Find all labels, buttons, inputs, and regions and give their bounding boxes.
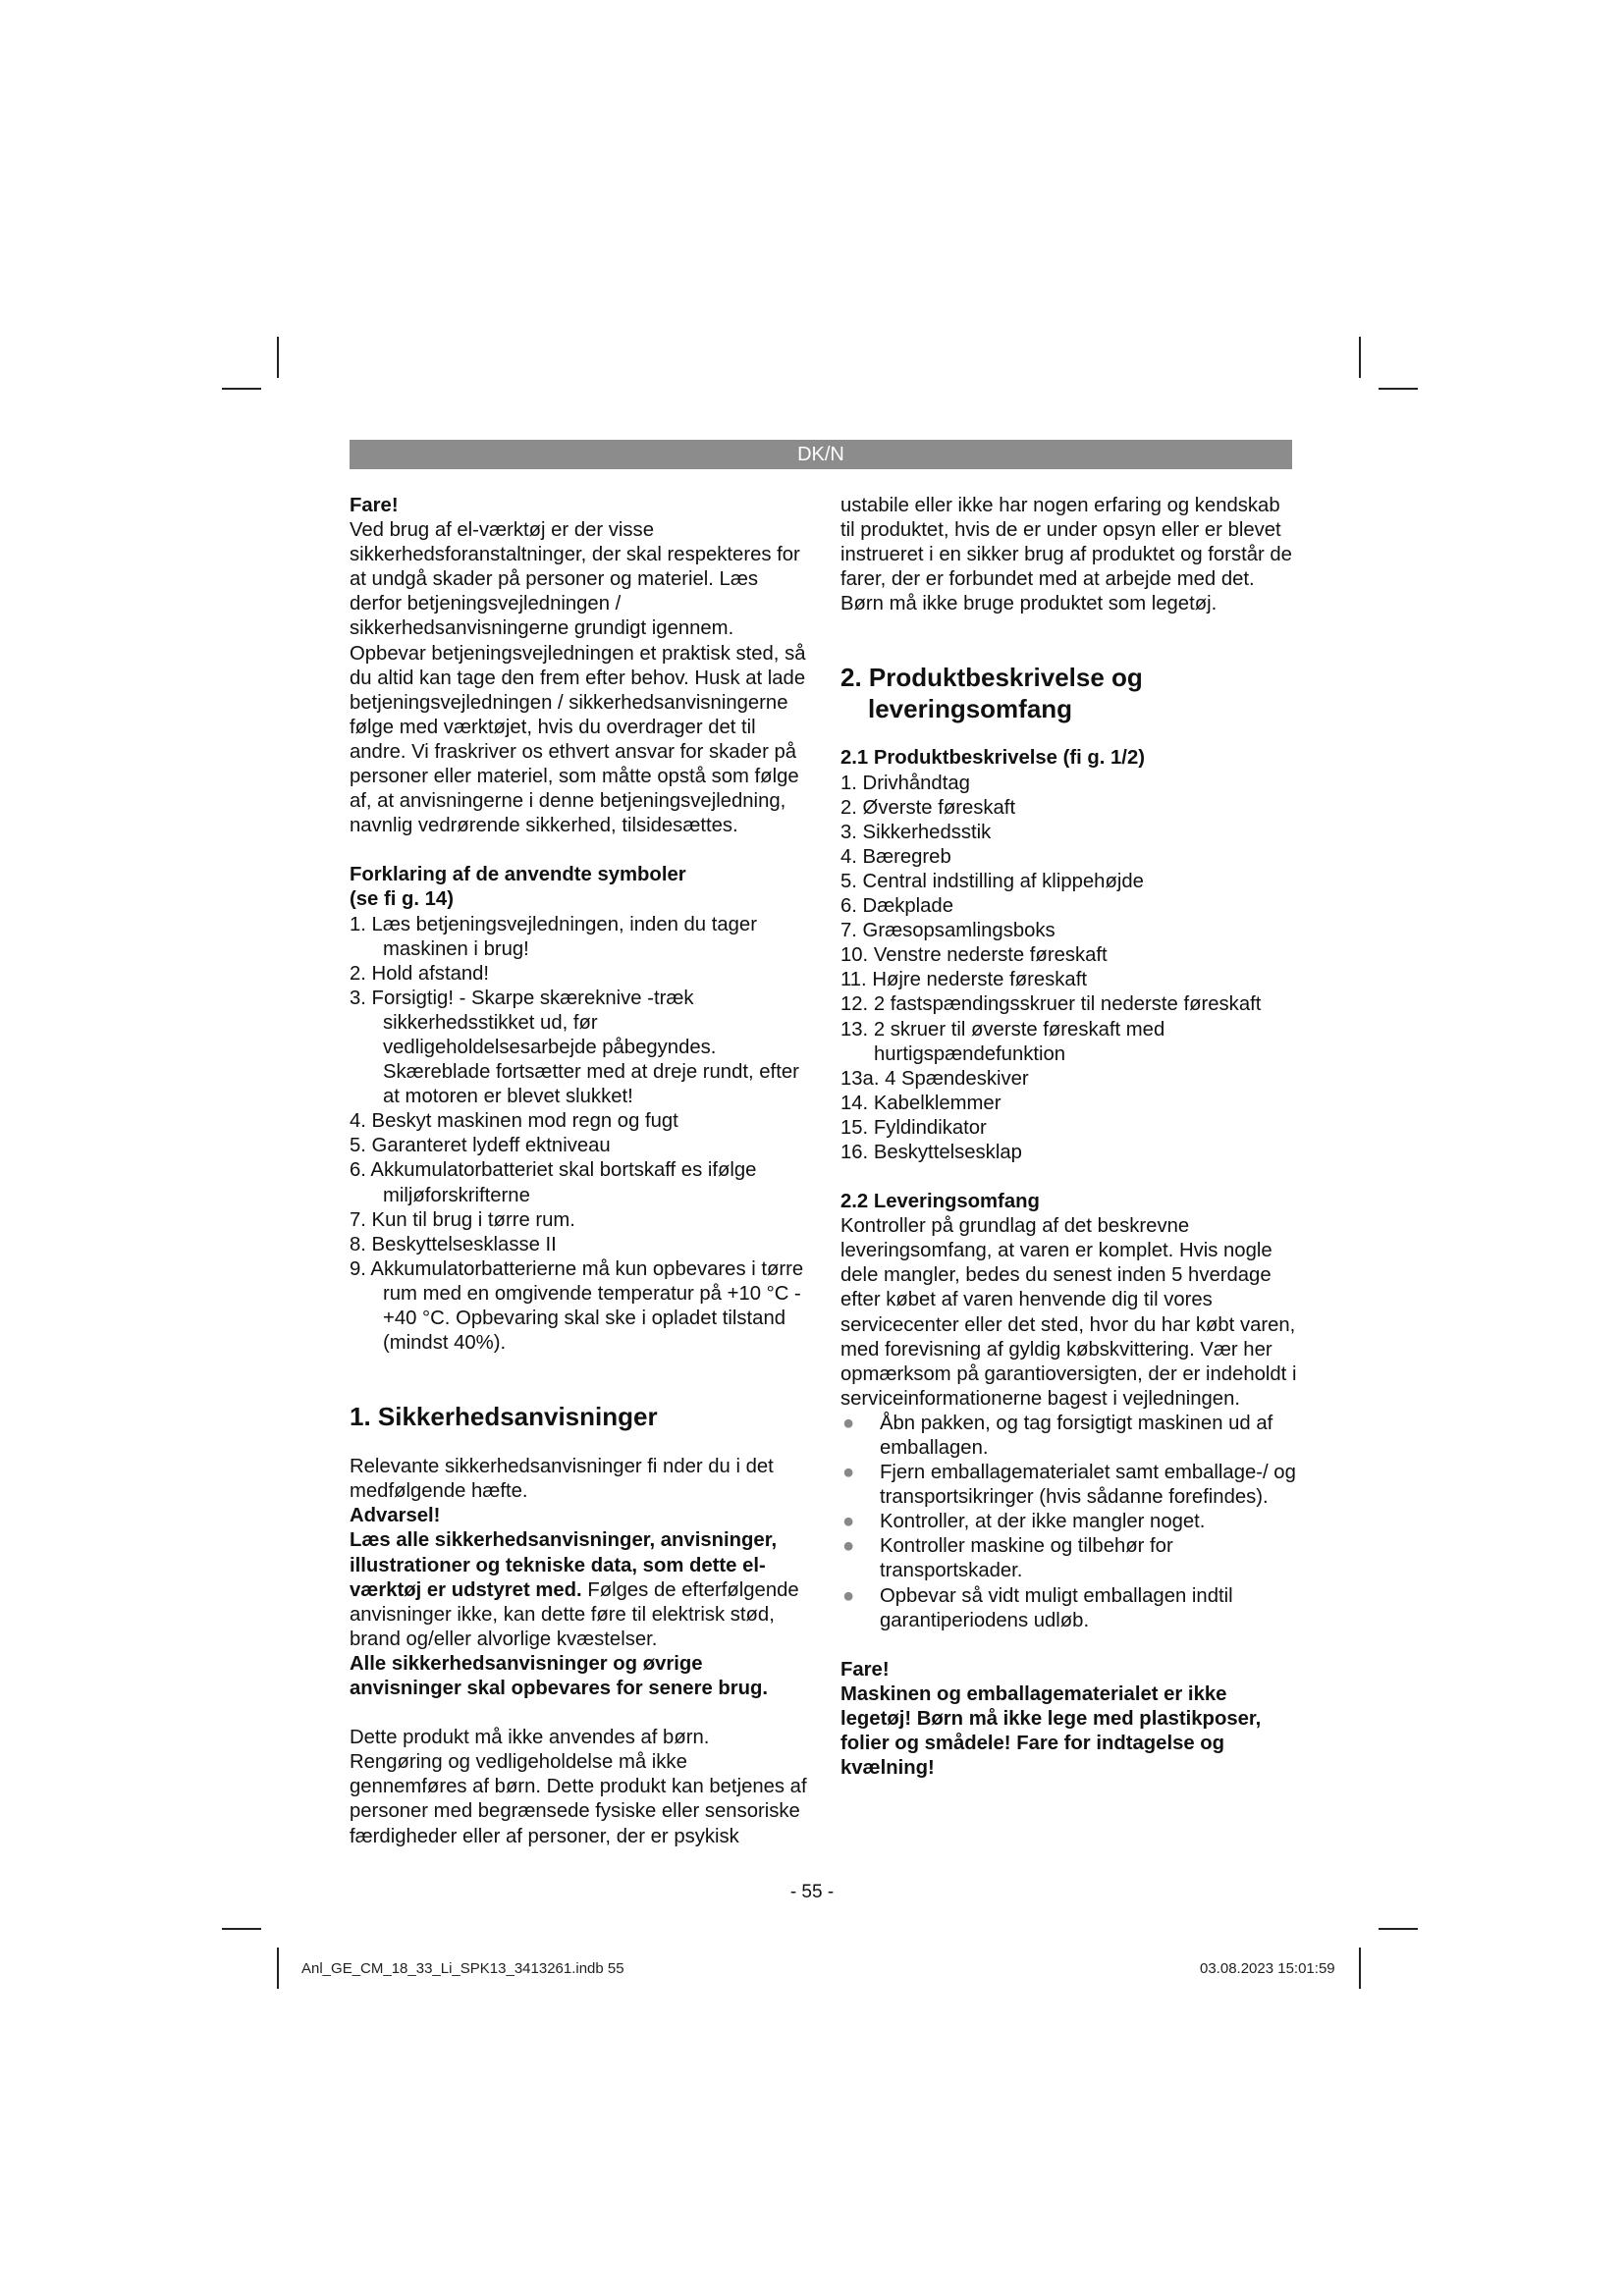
part-item: 6. Dækplade [840, 895, 953, 918]
bullet-item [840, 1584, 1298, 1633]
symbol-item: 4. Beskyt maskinen mod regn og fugt [350, 1110, 678, 1133]
crop-mark [277, 337, 279, 378]
left-column [350, 494, 807, 1849]
bullet-icon: ● [842, 1511, 855, 1533]
safety-keep-text: Alle sikkerhedsanvisninger og øvrige anvisninger skal opbevares for senere brug. [350, 1652, 769, 1700]
section-2-1-title: 2.1 Produktbeskrivelse (fi g. 1/2) [840, 747, 1145, 770]
crop-mark [277, 1948, 279, 1989]
crop-mark [222, 1928, 261, 1930]
bullet-icon: ● [842, 1462, 855, 1484]
symbol-item: 1. Læs betjeningsvejledningen, inden du tager maskinen i brug! [350, 913, 757, 960]
symbol-item: 7. Kun til brug i tørre rum. [350, 1208, 575, 1231]
footer-datetime: 03.08.2023 15:01:59 [1200, 1960, 1335, 1977]
part-item: 11. Højre nederste føreskaft [840, 969, 1087, 991]
bullet-text: Kontroller maskine og tilbehør for transportskader. [880, 1535, 1173, 1582]
children-text: Dette produkt må ikke anvendes af børn. Rengøring og vedligeholdelse må ikke gennemføres af børn. Dette produkt kan betjenes af personer med begrænsede fysiske eller sensoriske færdigheder eller af personer, der er psykisk [350, 1727, 807, 1847]
part-item: 2. Øverste føreskaft [840, 796, 1016, 819]
safety-warning-bold: Læs alle sikkerhedsanvisninger, anvisninger, illustrationer og tekniske data, som dette el-værktøj er udstyret med. [350, 1529, 778, 1601]
safety-warning-text [350, 1528, 807, 1651]
danger-2-title: Fare! [840, 1658, 890, 1681]
section-2-title: 2. Produktbeskrivelse og [840, 663, 1143, 693]
crop-mark [222, 388, 261, 390]
part-item: 16. Beskyttelsesklap [840, 1141, 1022, 1163]
safety-warning-normal: Følges de efterfølgende anvisninger ikke, kan dette føre til elektrisk stød, brand og/eller alvorlige kvæstelser. [350, 1578, 799, 1650]
danger-title: Fare! [350, 495, 399, 516]
part-item: 13a. 4 Spændeskiver [840, 1067, 1029, 1090]
warning-label: Advarsel! [350, 1505, 441, 1527]
symbol-item: 3. Forsigtig! - Skarpe skæreknive -træk sikkerhedsstikket ud, før vedligeholdelsesarbejde påbegyndes. Skæreblade fortsætter med at dreje rundt, efter at motoren er blevet slukket! [350, 987, 799, 1108]
bullet-text: Opbevar så vidt muligt emballagen indtil garantiperiodens udløb. [880, 1584, 1233, 1631]
bullet-item [840, 1534, 1298, 1583]
part-item: 7. Græsopsamlingsboks [840, 920, 1056, 942]
part-item: 4. Bæregreb [840, 845, 951, 868]
language-header-bar: DK/N [350, 440, 1292, 469]
continued-text: ustabile eller ikke har nogen erfaring og kendskab til produktet, hvis de er under opsyn eller er blevet instrueret i en sikker brug af produktet og forstår de farer, der er forbundet med at arbejde med det. Børn må ikke bruge produktet som legetøj. [840, 495, 1292, 615]
part-item: 15. Fyldindikator [840, 1116, 987, 1139]
part-item: 12. 2 fastspændingsskruer til nederste føreskaft [840, 993, 1262, 1016]
symbol-item: 6. Akkumulatorbatteriet skal bortskaff es ifølge miljøforskrifterne [350, 1159, 757, 1206]
bullet-item [840, 1510, 1298, 1534]
symbol-item: 8. Beskyttelsesklasse II [350, 1233, 557, 1255]
crop-mark [1379, 388, 1418, 390]
part-item: 3. Sikkerhedsstik [840, 821, 992, 843]
bullet-item [840, 1461, 1298, 1510]
delivery-scope-text: Kontroller på grundlag af det beskrevne leveringsomfang, at varen er komplet. Hvis nogle dele mangler, bedes du senest inden 5 hverdage efter købet af varen henvende dig til vores servicecenter eller det sted, hvor du har købt varen, med forevisning af gyldig købskvittering. Vær her opmærksom på garantioversigten, der er indeholdt i serviceinformationerne bagest i vejledningen. [840, 1215, 1297, 1410]
bullet-text: Fjern emballagematerialet samt emballage-/ og transportsikringer (hvis sådanne forefindes). [880, 1462, 1296, 1509]
danger-2-text: Maskinen og emballagematerialet er ikke legetøj! Børn må ikke lege med plastikposer, folier og smådele! Fare for indtagelse og kvælning! [840, 1682, 1262, 1780]
bullet-icon: ● [842, 1584, 855, 1607]
crop-mark [1379, 1928, 1418, 1930]
part-item: 5. Central indstilling af klippehøjde [840, 870, 1144, 892]
symbol-item: 2. Hold afstand! [350, 962, 490, 985]
bullet-icon: ● [842, 1412, 855, 1434]
symbols-heading: Forklaring af de anvendte symboler [350, 864, 686, 886]
part-item: 14. Kabelklemmer [840, 1092, 1001, 1114]
bullet-text: Åbn pakken, og tag forsigtigt maskinen ud af emballagen. [880, 1412, 1273, 1459]
section-2-2-title: 2.2 Leveringsomfang [840, 1191, 1040, 1213]
page-number: - 55 - [789, 1882, 835, 1902]
crop-mark [1359, 337, 1361, 378]
bullet-text: Kontroller, at der ikke mangler noget. [880, 1511, 1206, 1533]
bullet-item [840, 1412, 1298, 1461]
symbol-item: 5. Garanteret lydeff ektniveau [350, 1135, 611, 1157]
part-item: 10. Venstre nederste føreskaft [840, 944, 1108, 967]
part-item: 13. 2 skruer til øverste føreskaft med hurtigspændefunktion [840, 1018, 1165, 1065]
bullet-icon: ● [842, 1535, 855, 1558]
crop-mark [1359, 1948, 1361, 1989]
right-column [840, 494, 1298, 1781]
part-item: 1. Drivhåndtag [840, 772, 970, 794]
danger-text: Ved brug af el-værktøj er der visse sikkerhedsforanstaltninger, der skal respekteres for at undgå skader på personer og materiel. Læs derfor betjeningsvejledningen / sikkerhedsanvisningerne grundigt igennem. Opbevar betjeningsvejledningen et praktisk sted, så du altid kan tage den frem efter behov. Husk at lade betjeningsvejledningen / sikkerhedsanvisningerne følge med værktøjet, hvis du overdrager det til andre. Vi fraskriver os ethvert ansvar for skader på personer eller materiel, som måtte opstå som følge af, at anvisningerne i denne betjeningsvejledning, navnlig vedrørende sikkerhed, tilsidesættes. [350, 519, 806, 837]
section-1-title: 1. Sikkerhedsanvisninger [350, 1402, 658, 1432]
safety-intro: Relevante sikkerhedsanvisninger fi nder du i det medfølgende hæfte. [350, 1456, 774, 1503]
symbols-heading-ref: (se fi g. 14) [350, 888, 454, 911]
footer-filename: Anl_GE_CM_18_33_Li_SPK13_3413261.indb 55 [301, 1960, 624, 1977]
section-2-title-line2: leveringsomfang [868, 694, 1073, 724]
symbol-item: 9. Akkumulatorbatterierne må kun opbevares i tørre rum med en omgivende temperatur på +10 °C - +40 °C. Opbevaring skal ske i opladet tilstand (mindst 40%). [350, 1257, 804, 1355]
